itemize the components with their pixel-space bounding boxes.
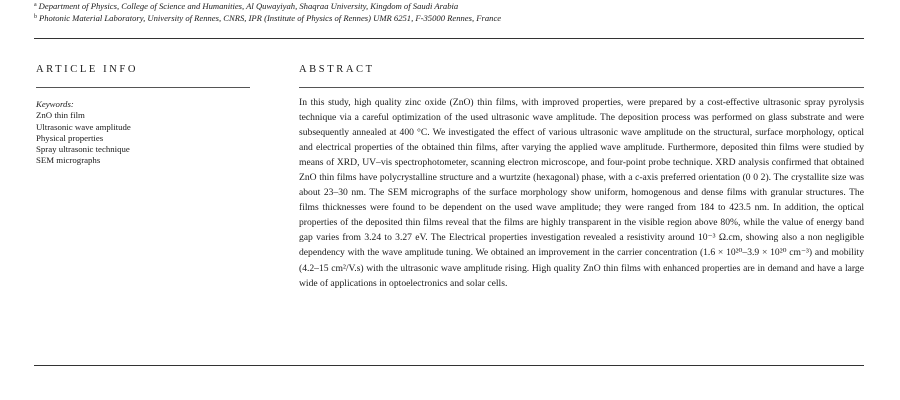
affiliation-a	[34, 0, 864, 12]
bottom-divider	[34, 365, 864, 366]
keywords-label: Keywords:	[36, 99, 74, 109]
affiliations	[34, 0, 864, 24]
top-divider	[34, 38, 864, 39]
affiliation-text-b: Photonic Material Laboratory, University of Rennes, CNRS, IPR (Institute of Physics of Rennes) UMR 6251, F-35000 Rennes, France	[39, 13, 502, 23]
affiliation-marker-a: a	[34, 2, 37, 8]
keyword-item: Spray ultrasonic technique	[36, 144, 130, 155]
abstract-text: In this study, high quality zinc oxide (ZnO) thin films, with improved properties, were prepared by a cost-effective ultrasonic spray pyrolysis technique via a careful optimization of the used ultrasonic wave amplitude. The deposition process was performed on glass substrate and were subsequently annealed at 400 °C. We investigated the effect of various ultrasonic wave amplitude on the structural, surface morphology, optical and electrical properties of the obtained thin films, after varying the applied wave amplitude. Furthermore, deposited thin films were studied by means of XRD, UV–vis spectrophotometer, scanning electron microscope, and four-point probe technique. XRD analysis confirmed that obtained ZnO thin films have polycrystalline structure and a wurtzite (hexagonal) phase, with a c-axis preferred orientation (0 0 2). The crystallite size was about 23–30 nm. The SEM micrographs of the surface morphology show uniform, homogenous and dense films with granular structures. The films thicknesses were found to be dependent on the used wave amplitude; they were ranged from 184 to 423.5 nm. In addition, the optical properties of the deposited thin films reveal that the films are highly transparent in the visible region above 80%, while the value of energy band gap varies from 3.24 to 3.27 eV. The Electrical properties investigation revealed a resistivity around 10⁻³ Ω.cm, showing also a non negligible dependency with the wave amplitude tuning. We obtained an improvement in the carrier concentration (1.6 × 10²⁰–3.9 × 10²⁰ cm⁻³) and mobility (4.2–15 cm²/V.s) with the ultrasonic wave amplitude rising. High quality ZnO thin films with enhanced properties are in demand and have a large wide of applications in optoelectronics and solar cells.	[299, 97, 864, 289]
abstract-heading: ABSTRACT	[299, 64, 375, 75]
keyword-item: ZnO thin film	[36, 110, 85, 121]
affiliation-b	[34, 12, 864, 24]
keyword-item: SEM micrographs	[36, 155, 101, 166]
affiliation-text-a: Department of Physics, College of Science and Humanities, Al Quwayiyah, Shaqraa University, Kingdom of Saudi Arabia	[38, 1, 459, 11]
abstract-divider	[299, 87, 864, 88]
article-info-divider	[36, 87, 250, 88]
keyword-item: Ultrasonic wave amplitude	[36, 121, 131, 132]
article-info-heading: ARTICLE INFO	[36, 64, 139, 75]
keywords-section	[36, 99, 251, 167]
affiliation-marker-b: b	[34, 14, 37, 20]
keyword-item: Physical properties	[36, 132, 104, 143]
